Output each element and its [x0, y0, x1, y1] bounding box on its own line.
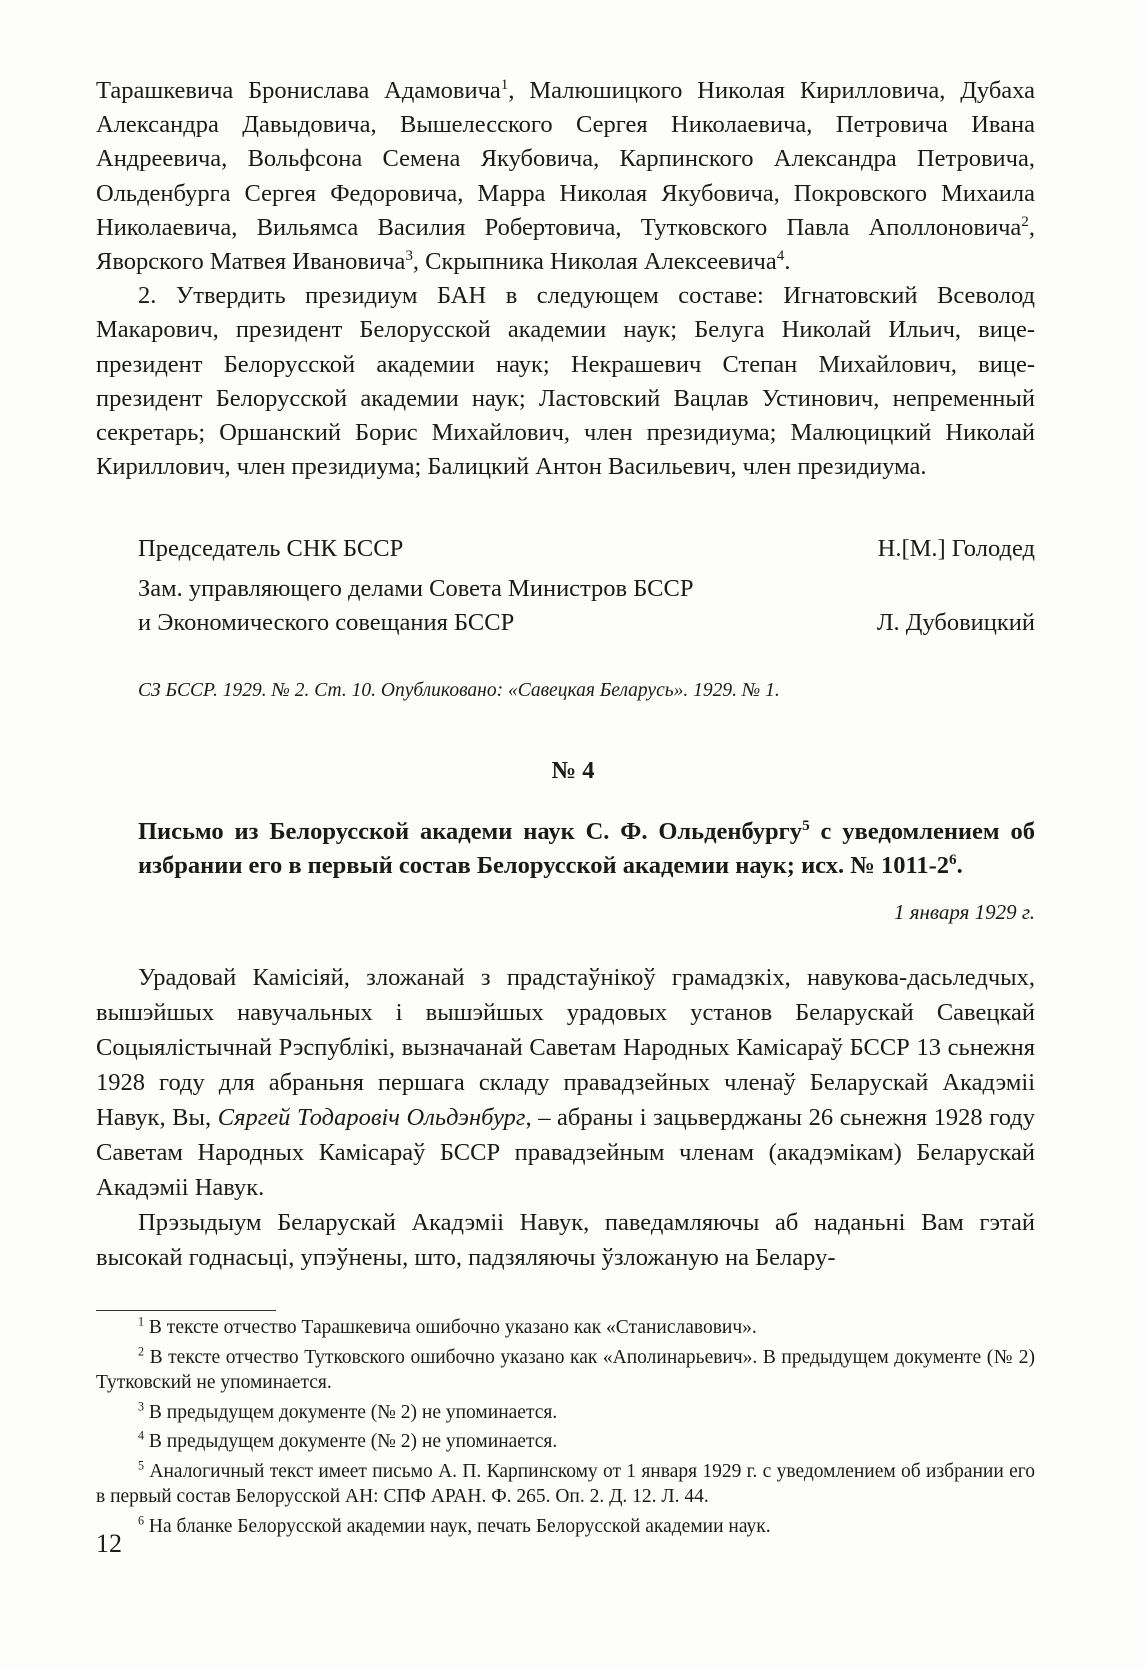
letter-paragraph-2: Прэзыдыум Беларускай Акадэміі Навук, паведамляючы аб наданьні Вам гэтай высокай годнасьці, упэўнены, што, падзяляючы ўзложаную на Белару- [96, 1209, 1035, 1271]
footnote: $^2$ В тексте отчество Тутковского ошибочно указано как «Аполинарьевич». В предыдущем документе (№ 2) Тутковский не упоминается. [96, 1344, 1036, 1393]
members-paragraph: Тарашкевича Брониславa Адамовича$^1$, Малюшицкого Николая Кирилловича, Дубаха Александра Давыдовича, Вышелесского Сергея Николаевича, Петровича Ивана Андреевича, Вольфсона Семена Якубовича, Карпинского Александра Петровича, Ольденбурга Сергея Федоровича, Марра Николая Якубовича, Покровского Михаила Николаевича, Вильямса Василия Робертовича, Тутковского Павла Аполлоновича$^2$, Яворского Матвея Ивановича$^3$, Скрыпника Николая Алексеевича$^4$. [96, 75, 1035, 276]
publication-source: СЗ БССР. 1929. № 2. Ст. 10. Опубликовано: «Савецкая Беларусь». 1929. № 1. [138, 680, 780, 701]
deputy-name: Л. Дубовицкий [876, 609, 1035, 636]
footnote-ref: 4 [776, 246, 785, 264]
footnote: $^3$ В предыдущем документе (№ 2) не упоминается. [138, 1399, 558, 1423]
document-heading: Письмо из Белорусской академи наук С. Ф. Ольденбургу$^5$ с уведомлением об избрании его в первый состав Белорусской академии наук; исх. № $1011-2^6$. [138, 816, 1036, 879]
resolution-text [96, 74, 1035, 484]
footnote-ref: 6 [949, 850, 957, 868]
footnote-divider [96, 1310, 276, 1311]
footnote-ref: 2 [1021, 212, 1029, 230]
document-date: 1 января 1929 г. [893, 900, 1035, 924]
footnote: $^5$ Аналогичный текст имеет письмо А. П. Карпинскому от 1 января 1929 г. с уведомлением об избрании его в первый состав Белорусской АН: СПФ АРАН. Ф. 265. Оп. 2. Д. 12. Л. 44. [96, 1458, 1036, 1507]
footnote: $^1$ В тексте отчество Тарашкевича ошибочно указано как «Станиславович». [138, 1314, 757, 1338]
footnote: $^4$ В предыдущем документе (№ 2) не упоминается. [138, 1428, 558, 1452]
document-number: № 4 [551, 757, 595, 784]
chair-title: Председатель СНК БССР [138, 535, 404, 562]
deputy-title-1: Зам. управляющего делами Совета Министров БССР [138, 575, 694, 602]
recipient-name: Сяргей Тодаровіч Ольдэнбург [217, 1104, 526, 1131]
chair-name: Н.[М.] Голодед [877, 535, 1035, 562]
deputy-title-2: и Экономического совещания БССР [138, 609, 515, 636]
page-number: 12 [96, 1529, 122, 1558]
footnote-ref: 3 [405, 246, 413, 264]
presidium-paragraph: 2. Утвердить президиум БАН в следующем составе: Игнатовский Всеволод Макарович, президент Белорусской академии наук; Белуга Николай Ильич, вице-президент Белорусской академии наук; Некрашевич Степан Михайлович, вице-президент Белорусской академии наук; Ластовский Вацлав Устинович, непременный секретарь; Оршанский Борис Михайлович, член президиума; Малюцицкий Николай Кириллович, член президиума; Балицкий Антон Васильевич, член президиума. [96, 282, 1035, 481]
footnote-ref: 5 [802, 816, 810, 834]
footnotes [96, 1315, 1035, 1543]
footnote: $^6$ На бланке Белорусской академии наук, печать Белорусской академии наук. [138, 1513, 771, 1537]
footnote-ref: 1 [500, 75, 509, 93]
letter-paragraph-1: Урадовай Камісіяй, зложанай з прадстаўнікоў грамадзкіх, навукова-дасьледчых, вышэйшых навучальных і вышэйшых урадовых установ Беларускай Савецкай Соцыялістычнай Рэспублікі, вызначанай Саветам Народных Камісараў БССР 13 сьнежня 1928 году для абраньня першага складу правадзейных членаў Беларускай Акадэміі Навук, Вы, Сяргей Тодаровіч Ольдэнбург, – абраны і зацьверджаны 26 сьнежня 1928 году Саветам Народных Камісараў БССР правадзейным членам (акадэмікам) Беларускай Акадэміі Навук. [96, 964, 1035, 1201]
letter-text [96, 960, 1035, 1275]
